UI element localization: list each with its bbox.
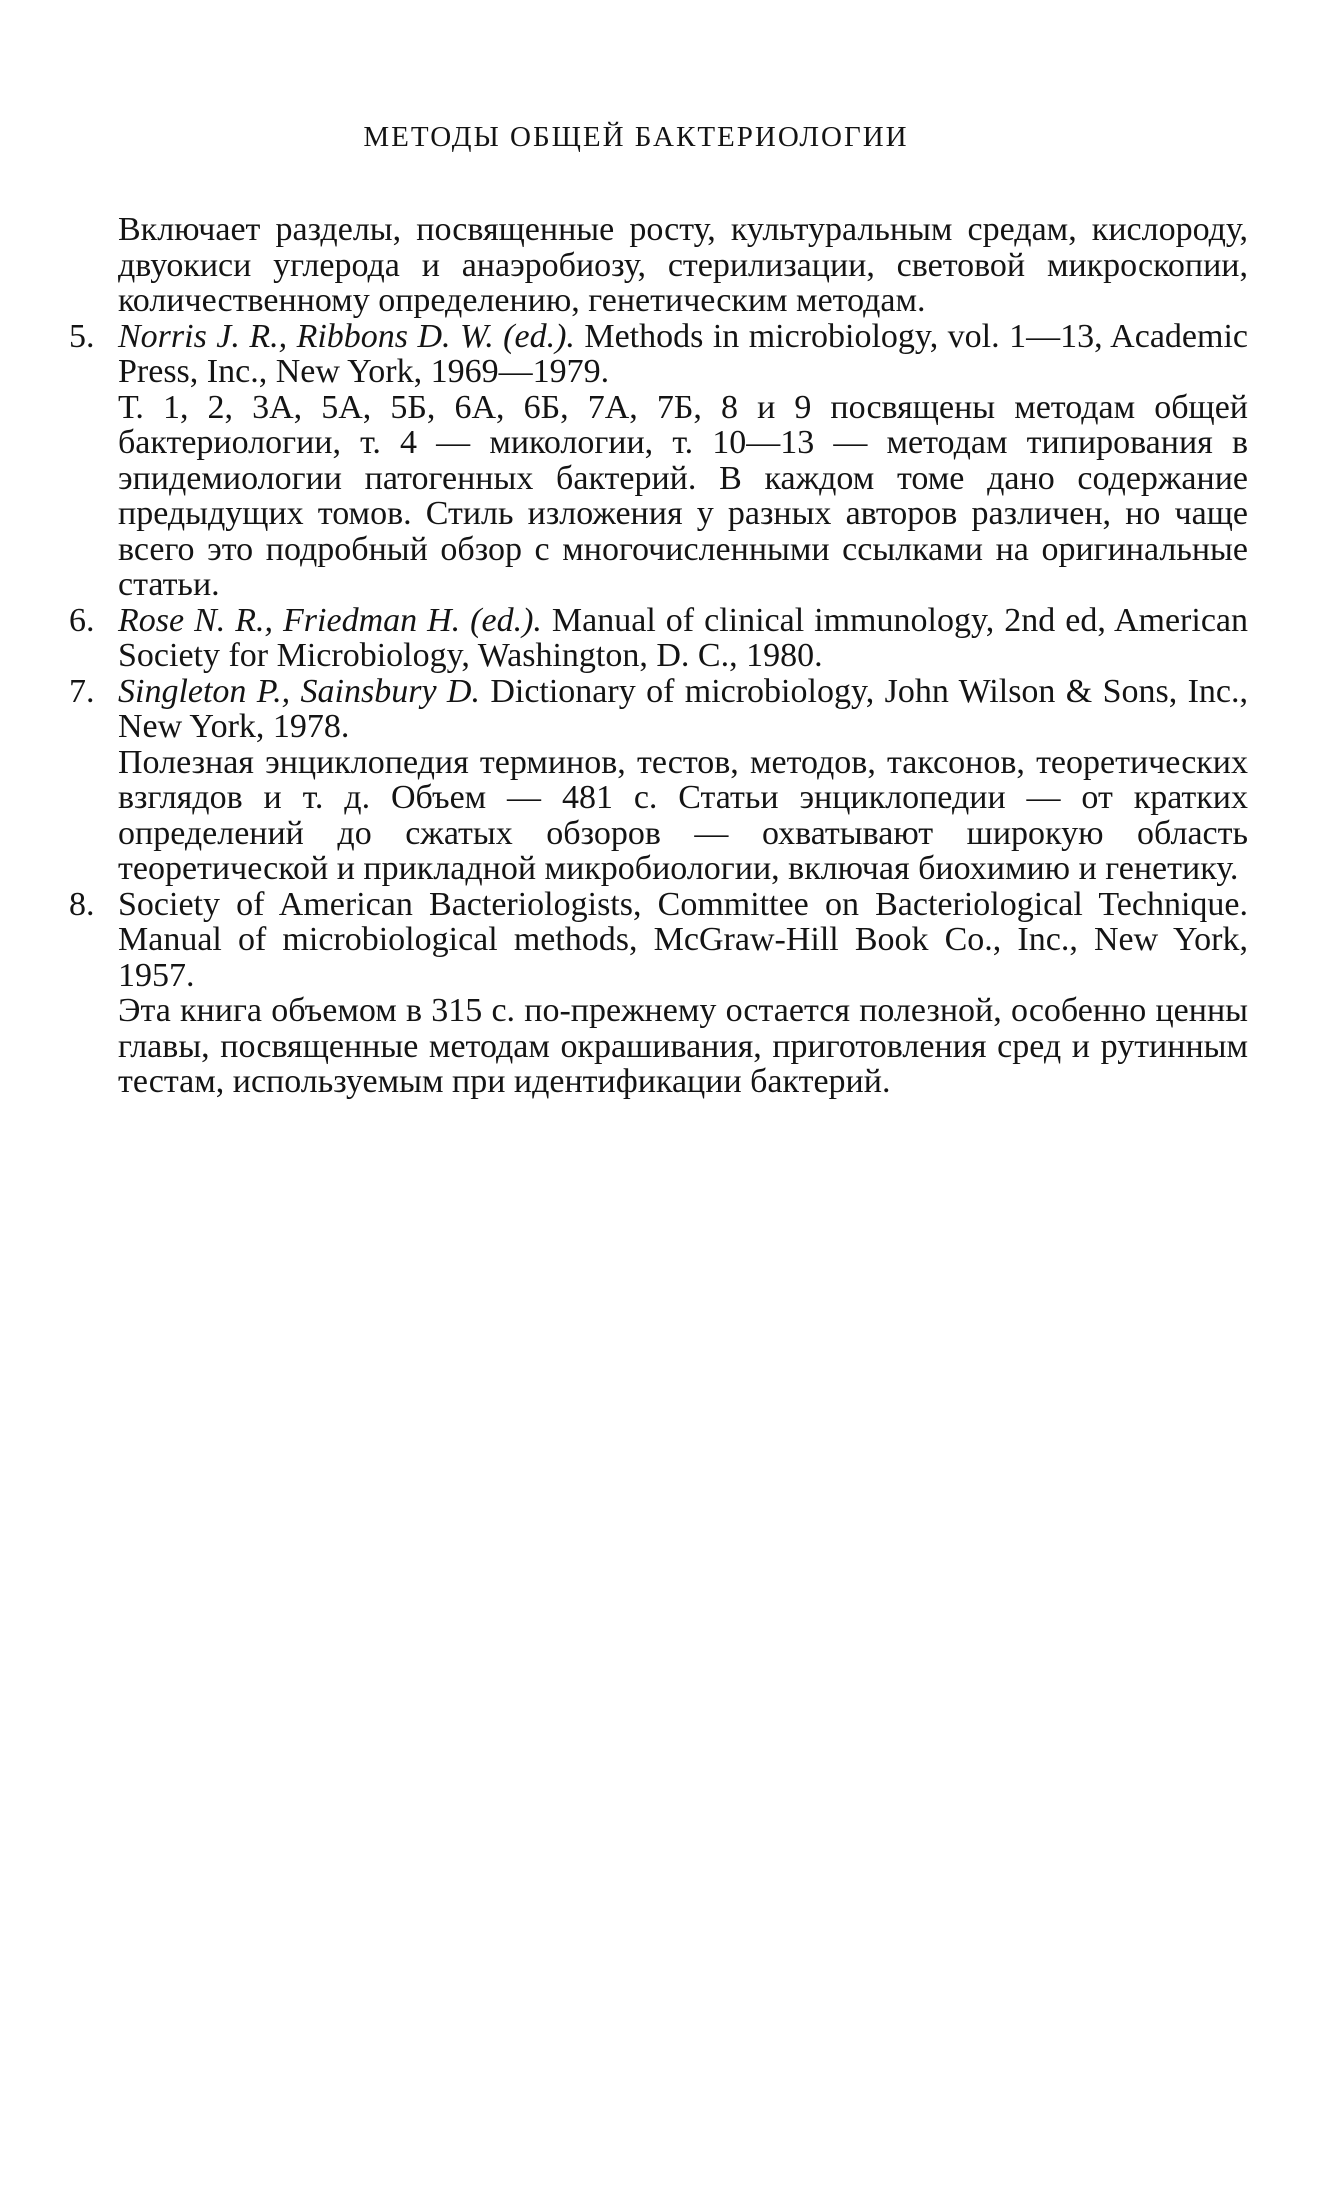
reference-entry-8 <box>69 885 1248 1100</box>
reference-annotation: Эта книга объемом в 315 с. по-прежнему остается полезной, особенно ценны главы, посвященные методам окрашивания, приготовления сред и рутинным тестам, используемым при идентификации бактерий. <box>118 992 1248 1100</box>
reference-entry-6 <box>69 601 1248 674</box>
reference-citation <box>118 603 1248 674</box>
reference-citation <box>118 674 1248 745</box>
reference-number: 6. <box>69 601 95 639</box>
reference-authors: Rose N. R., Friedman H. (ed.). <box>118 601 542 639</box>
reference-details: Dictionary of microbiology, John Wilson & Sons, Inc., New York, 1978. <box>118 672 1248 745</box>
reference-citation <box>118 319 1248 390</box>
reference-number: 5. <box>69 317 95 355</box>
reference-authors: Norris J. R., Ribbons D. W. (ed.). <box>118 317 575 355</box>
reference-annotation: Т. 1, 2, 3А, 5А, 5Б, 6А, 6Б, 7А, 7Б, 8 и 9 посвящены методам общей бактериологии, т. 4 — микологии, т. 10—13 — методам типирования в эпидемиологии патогенных бактерий. В каждом томе дано содержание предыдущих томов. Стиль изложения у разных авторов различен, но чаще всего это подробный обзор с многочисленными ссылками на оригинальные статьи. <box>118 388 1248 603</box>
reference-details: Methods in microbiology, vol. 1—13, Academic Press, Inc., New York, 1969—1979. <box>118 317 1248 390</box>
reference-citation <box>118 887 1248 994</box>
reference-authors: Singleton P., Sainsbury D. <box>118 672 480 710</box>
bibliography-text <box>69 211 1248 1100</box>
running-head: МЕТОДЫ ОБЩЕЙ БАКТЕРИОЛОГИИ <box>363 121 909 153</box>
reference-entry-7 <box>69 672 1248 887</box>
reference-annotation: Полезная энциклопедия терминов, тестов, методов, таксонов, теоретических взглядов и т. д. Объем — 481 с. Статьи энциклопедии — от кратких определений до сжатых обзоров — охватывают широкую область теоретической и прикладной микробиологии, включая биохимию и генетику. <box>118 743 1248 887</box>
reference-entry-5 <box>69 317 1248 603</box>
reference-details: Manual of clinical immunology, 2nd ed, American Society for Microbiology, Washington, D. C., 1980. <box>118 601 1248 674</box>
reference-details: Society of American Bacteriologists, Committee on Bacteriological Technique. Manual of microbiological methods, McGraw-Hill Book Co., Inc., New York, 1957. <box>118 885 1248 994</box>
intro-annotation: Включает разделы, посвященные росту, культуральным средам, кислороду, двуокиси углерода и анаэробиозу, стерилизации, световой микроскопии, количественному определению, генетическим методам. <box>118 211 1248 319</box>
reference-number: 7. <box>69 672 95 710</box>
reference-number: 8. <box>69 885 95 923</box>
